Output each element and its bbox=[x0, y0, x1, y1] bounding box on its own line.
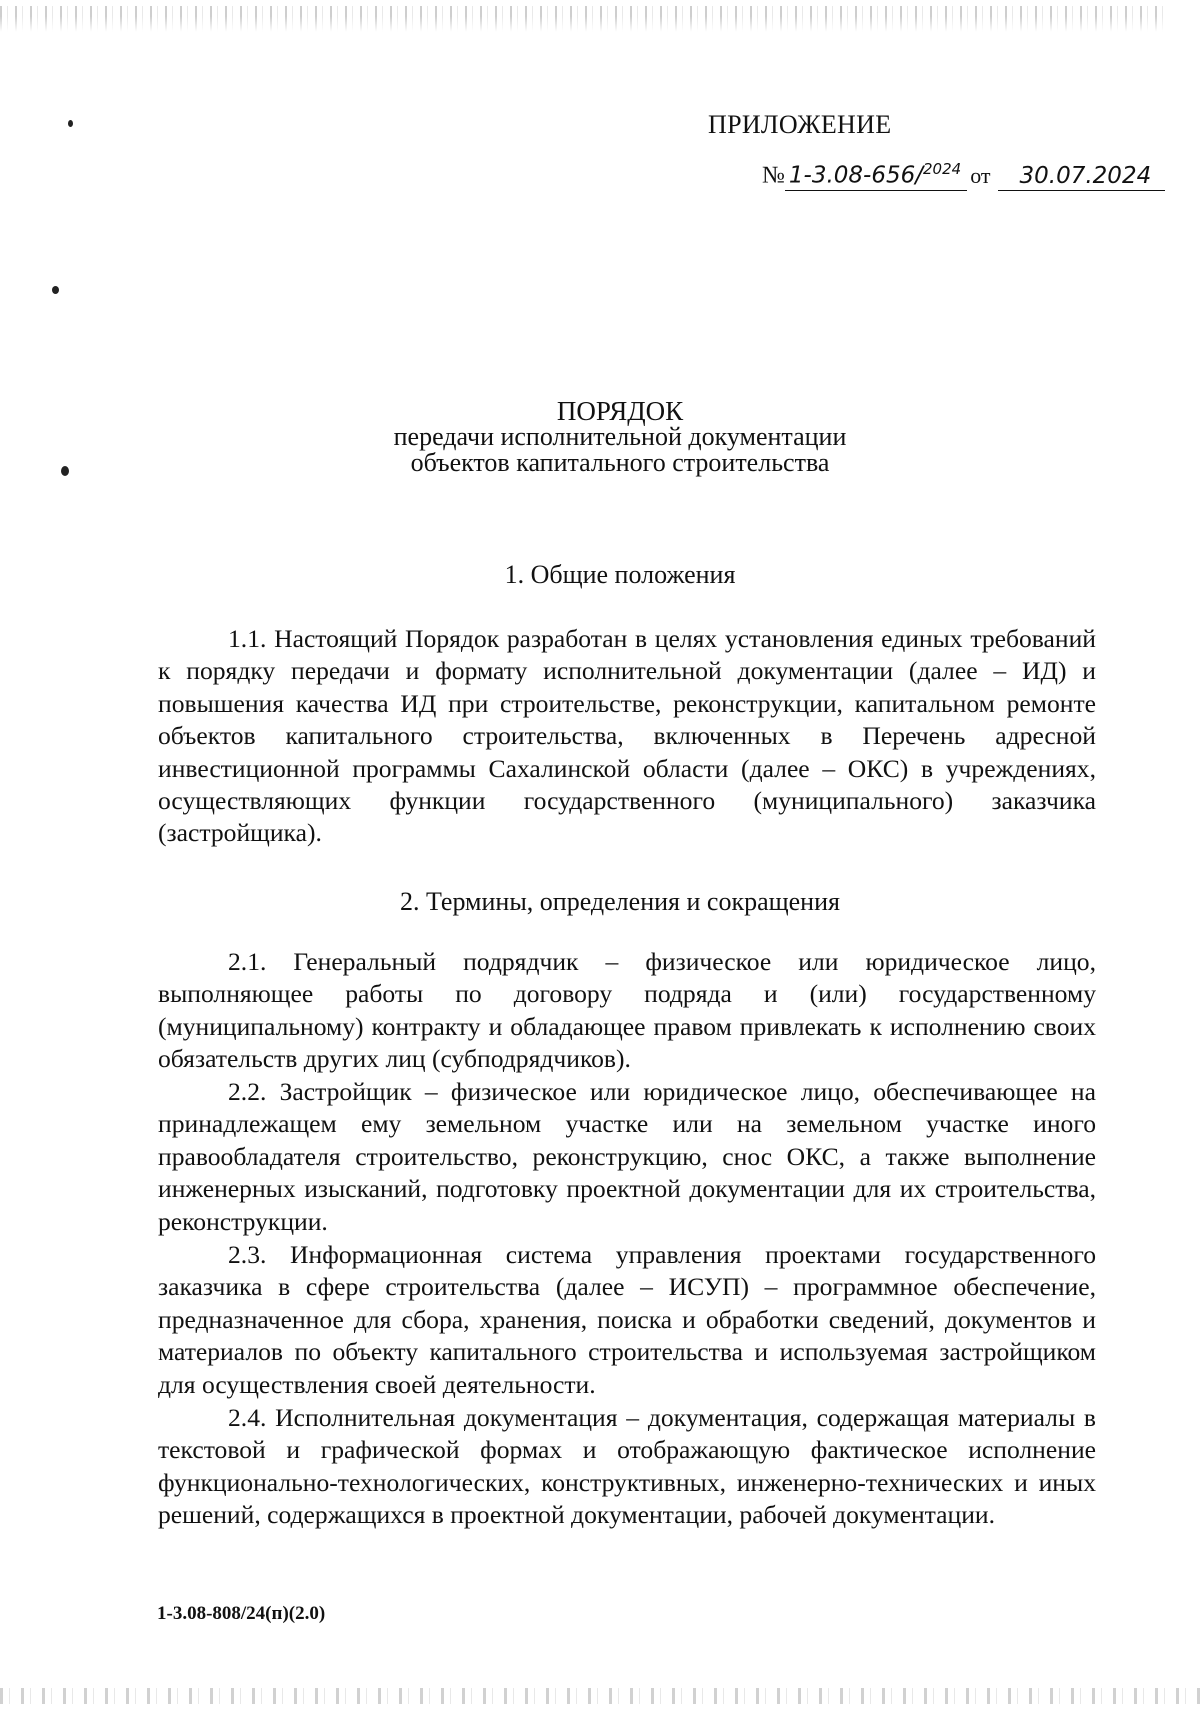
scan-speck bbox=[52, 286, 59, 294]
document-title bbox=[0, 398, 1200, 476]
number-value: 1-3.08-656/ bbox=[788, 162, 923, 189]
paragraph-1-1: 1.1. Настоящий Порядок разработан в целях установления единых требований к порядку передачи и формату исполнительной документации (далее – ИД) и повышения качества ИД при строительстве, реконструкции, капитальном ремонте объектов капитального строительства, включенных в Перечень адресной инвестиционной программы Сахалинской области (далее – ОКС) в учреждениях, осуществляющих функции государственного (муниципального) заказчика (застройщика). bbox=[158, 624, 1096, 848]
section-2-heading: 2. Термины, определения и сокращения bbox=[400, 887, 840, 916]
registration-line bbox=[762, 160, 1165, 191]
document-code: 1-3.08-808/24(п)(2.0) bbox=[157, 1603, 326, 1624]
handwritten-date: 30.07.2024 bbox=[998, 163, 1166, 191]
title-line-2: передачи исполнительной документации bbox=[393, 422, 847, 451]
scan-speck bbox=[68, 120, 73, 127]
number-year: 2024 bbox=[923, 160, 962, 178]
paragraph-2-4: 2.4. Исполнительная документация – документация, содержащая материалы в текстовой и графической формах и отображающую фактическое исполнение функционально-технологических, конструктивных, инженерно-технических и иных решений, содержащихся в проектной документации, рабочей документации. bbox=[158, 1403, 1096, 1530]
appendix-label: ПРИЛОЖЕНИЕ bbox=[708, 110, 892, 139]
paragraph-2-3: 2.3. Информационная система управления проектами государственного заказчика в сфере строительства (далее – ИСУП) – программное обеспечение, предназначенное для сбора, хранения, поиска и обработки сведений, документов и материалов по объекту капитального строительства и используемая застройщиком для осуществления своей деятельности. bbox=[158, 1240, 1096, 1399]
scan-noise-bottom bbox=[0, 1688, 1200, 1704]
handwritten-number bbox=[785, 160, 967, 191]
section-1-heading: 1. Общие положения bbox=[504, 560, 736, 589]
paragraph-2-1: 2.1. Генеральный подрядчик – физическое или юридическое лицо, выполняющее работы по договору подряда и (или) государственному (муниципальному) контракту и обладающее правом привлекать к исполнению своих обязательств других лиц (субподрядчиков). bbox=[158, 947, 1096, 1074]
number-prefix: № bbox=[762, 162, 785, 189]
date-prefix: от bbox=[970, 162, 991, 188]
title-line-3: объектов капитального строительства bbox=[410, 448, 830, 477]
scan-noise-top bbox=[0, 6, 1165, 32]
paragraph-2-2: 2.2. Застройщик – физическое или юридическое лицо, обеспечивающее на принадлежащем ему земельном участке или на земельном участке иного правообладателя строительство, реконструкцию, снос ОКС, а также выполнение инженерных изысканий, подготовку проектной документации для их строительства, реконструкции. bbox=[158, 1077, 1096, 1236]
title-line-1: ПОРЯДОК bbox=[556, 396, 684, 426]
